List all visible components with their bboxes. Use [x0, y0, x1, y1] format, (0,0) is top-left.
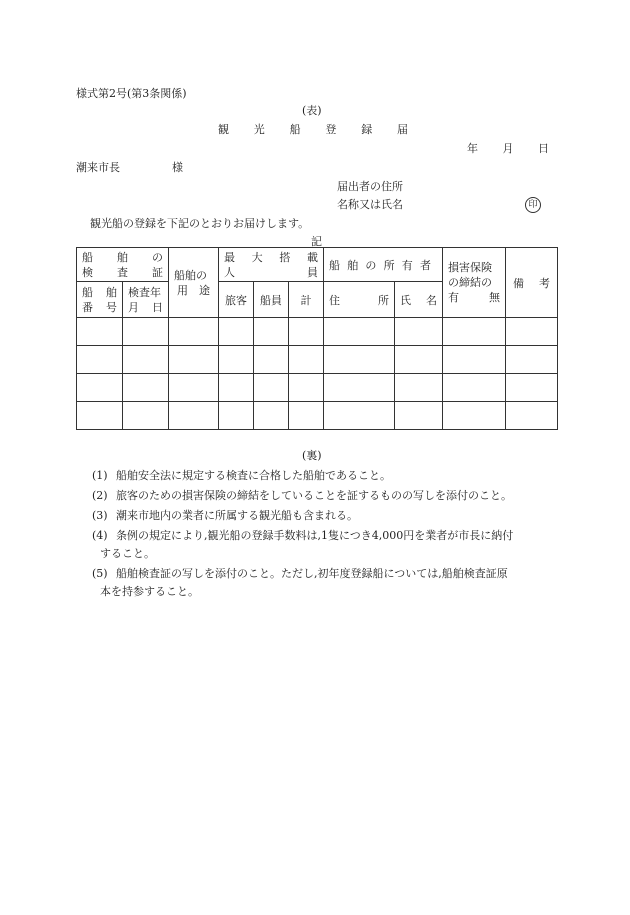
header-owner: 船 舶 の 所 有 者: [324, 248, 443, 282]
entry-cell[interactable]: [289, 318, 324, 346]
header-insurance: 損害保険 の締結の 有 無: [443, 248, 506, 318]
form-title: [218, 124, 408, 135]
note-continuation: 本を持参すること。: [100, 585, 199, 598]
seal-mark: 印: [525, 197, 541, 213]
date-year: 年: [467, 142, 478, 155]
registration-table: [76, 247, 558, 430]
header-address: 住 所: [324, 282, 395, 318]
entry-cell[interactable]: [443, 318, 506, 346]
entry-cell[interactable]: [443, 402, 506, 430]
notes-list: [92, 467, 557, 601]
ki-label: 記: [311, 235, 322, 248]
note-text: 旅客のための損害保険の締結をしていることを証するものの写しを添付のこと。: [116, 489, 512, 502]
addressee: 潮来市長: [76, 161, 120, 174]
header-ship-number: 船 舶 番 号: [77, 282, 123, 318]
date-day: 日: [538, 142, 549, 155]
header-max-capacity: 最 大 搭 載 人 員: [219, 248, 324, 282]
table-row: [77, 402, 558, 430]
header-inspection-date: 検査年 月 日: [123, 282, 169, 318]
entry-cell[interactable]: [289, 402, 324, 430]
entry-cell[interactable]: [254, 374, 289, 402]
form-number: 様式第2号(第3条関係): [76, 87, 187, 100]
entry-cell[interactable]: [169, 346, 219, 374]
entry-cell[interactable]: [289, 374, 324, 402]
entry-cell[interactable]: [169, 374, 219, 402]
entry-cell[interactable]: [324, 374, 395, 402]
entry-cell[interactable]: [219, 346, 254, 374]
title-char: 録: [361, 123, 373, 136]
table-row: [77, 318, 558, 346]
header-name: 氏 名: [395, 282, 443, 318]
title-char: 光: [253, 123, 265, 136]
entry-cell[interactable]: [395, 318, 443, 346]
entry-cell[interactable]: [219, 402, 254, 430]
entry-cell[interactable]: [395, 346, 443, 374]
entry-cell[interactable]: [123, 402, 169, 430]
entry-cell[interactable]: [506, 346, 558, 374]
table-row: [77, 374, 558, 402]
title-char: 登: [325, 123, 337, 136]
date-line: [467, 143, 549, 154]
note-text: 潮来市地内の業者に所属する観光船も含まれる。: [116, 509, 358, 522]
entry-cell[interactable]: [219, 318, 254, 346]
entry-cell[interactable]: [324, 346, 395, 374]
header-remarks: 備 考: [506, 248, 558, 318]
list-item: [92, 487, 557, 505]
header-total: 計: [289, 282, 324, 318]
table-row: [77, 346, 558, 374]
entry-cell[interactable]: [506, 402, 558, 430]
header-inspection-cert: 船 舶 の 検 査 証: [77, 248, 169, 282]
header-passengers: 旅客: [219, 282, 254, 318]
entry-cell[interactable]: [123, 346, 169, 374]
entry-cell[interactable]: [289, 346, 324, 374]
entry-cell[interactable]: [169, 318, 219, 346]
note-text: 条例の規定により,観光船の登録手数料は,1隻につき4,000円を業者が市長に納付: [116, 529, 514, 542]
note-number: (4): [92, 529, 108, 542]
entry-cell[interactable]: [169, 402, 219, 430]
intro-text: 観光船の登録を下記のとおりお届けします。: [90, 217, 310, 230]
header-ship-use: 船舶の 用 途: [169, 248, 219, 318]
side-front-label: (表): [302, 104, 322, 117]
side-back-label: (裏): [302, 449, 322, 462]
note-text: 船舶安全法に規定する検査に合格した船舶であること。: [116, 469, 391, 482]
title-char: 届: [396, 123, 408, 136]
submitter-address-label: 届出者の住所: [337, 180, 403, 193]
note-number: (2): [92, 489, 108, 502]
entry-cell[interactable]: [77, 318, 123, 346]
title-char: 観: [218, 123, 229, 136]
entry-cell[interactable]: [443, 346, 506, 374]
entry-cell[interactable]: [77, 346, 123, 374]
note-continuation: すること。: [100, 547, 155, 560]
entry-cell[interactable]: [506, 318, 558, 346]
entry-cell[interactable]: [123, 374, 169, 402]
entry-cell[interactable]: [324, 318, 395, 346]
entry-cell[interactable]: [254, 346, 289, 374]
entry-cell[interactable]: [77, 374, 123, 402]
entry-cell[interactable]: [443, 374, 506, 402]
entry-cell[interactable]: [324, 402, 395, 430]
title-char: 船: [289, 123, 301, 136]
entry-cell[interactable]: [77, 402, 123, 430]
entry-cell[interactable]: [123, 318, 169, 346]
list-item: [92, 507, 557, 525]
entry-cell[interactable]: [254, 402, 289, 430]
entry-cell[interactable]: [254, 318, 289, 346]
note-number: (3): [92, 509, 108, 522]
note-text: 船舶検査証の写しを添付のこと。ただし,初年度登録船については,船舶検査証原: [116, 567, 508, 580]
entry-cell[interactable]: [395, 374, 443, 402]
entry-cell[interactable]: [395, 402, 443, 430]
list-item: [92, 467, 557, 485]
note-number: (5): [92, 567, 108, 580]
entry-cell[interactable]: [219, 374, 254, 402]
date-month: 月: [502, 142, 514, 155]
submitter-name-label: 名称又は氏名: [337, 198, 403, 211]
list-item: [92, 565, 557, 601]
note-number: (1): [92, 469, 108, 482]
honorific: 様: [172, 161, 183, 174]
list-item: [92, 527, 557, 563]
header-crew: 船員: [254, 282, 289, 318]
entry-cell[interactable]: [506, 374, 558, 402]
